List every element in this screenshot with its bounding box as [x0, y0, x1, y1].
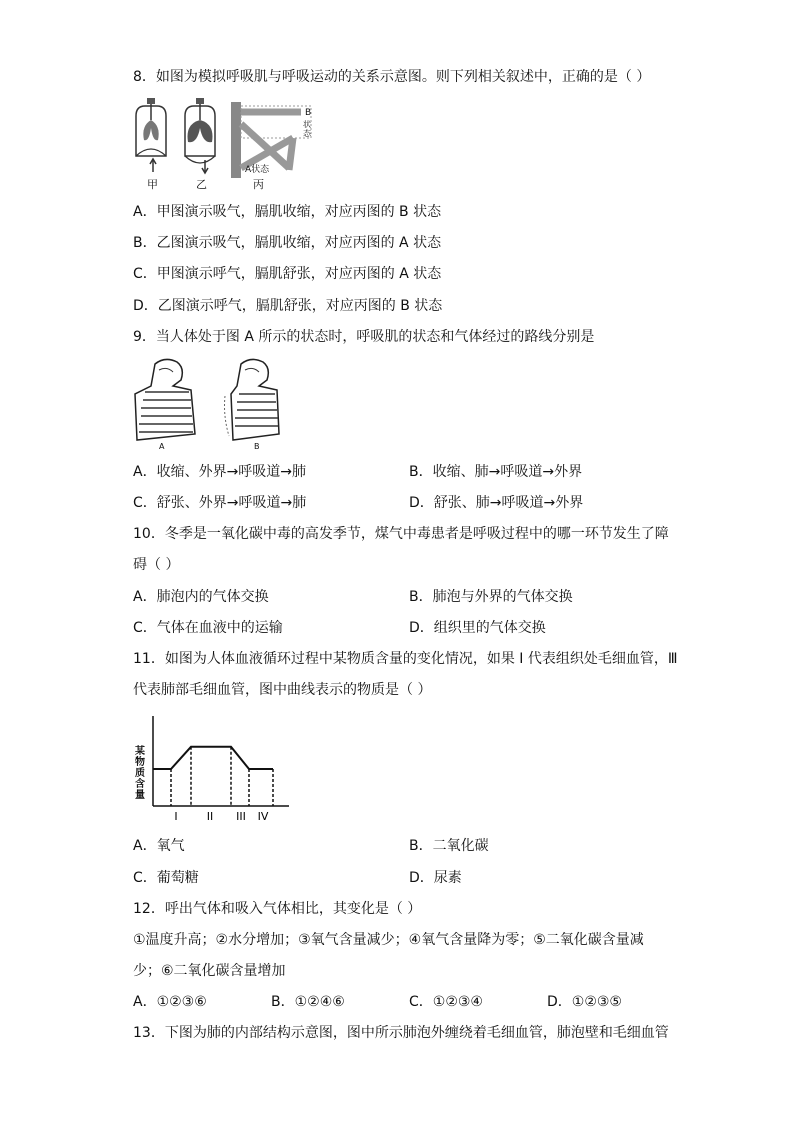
q8-option-a: A．甲图演示吸气，膈肌收缩，对应丙图的 B 状态 [133, 204, 442, 220]
q10-option-b: B．肺泡与外界的气体交换 [409, 589, 573, 605]
q12-items-line2: 少；⑥二氧化碳含量增加 [133, 963, 286, 979]
q8-figure [133, 98, 313, 190]
q8-option-d: D．乙图演示呼气，膈肌舒张，对应丙图的 B 状态 [133, 298, 443, 314]
q9-label-a: A [159, 442, 165, 451]
q9-option-c: C．舒张、外界→呼吸道→肺 [133, 495, 307, 511]
q9-option-b: B．收缩、肺→呼吸道→外界 [409, 464, 583, 480]
q11-option-d: D．尿素 [409, 870, 462, 886]
q8-option-b: B．乙图演示吸气，膈肌收缩，对应丙图的 A 状态 [133, 235, 442, 251]
q10-option-a: A．肺泡内的气体交换 [133, 589, 269, 605]
breathing-posture-image [133, 356, 288, 454]
q11-option-b: B．二氧化碳 [409, 838, 489, 854]
bell-jar-model-image [133, 98, 313, 190]
q10-stem-line2: 碍（ ） [133, 557, 180, 573]
q8-label-state-b2: 状态 [303, 120, 311, 138]
q8-label-jia: 甲 [147, 178, 158, 191]
q12-option-b: B．①②④⑥ [271, 994, 345, 1010]
q12-option-a: A．①②③⑥ [133, 994, 207, 1010]
q13-stem: 13．下图为肺的内部结构示意图，图中所示肺泡外缠绕着毛细血管，肺泡壁和毛细血管 [133, 1025, 669, 1041]
q8-label-bing: 丙 [253, 178, 264, 191]
q8-label-yi: 乙 [196, 178, 207, 191]
x-tick-label: III [236, 810, 246, 823]
q10-stem-line1: 10．冬季是一氧化碳中毒的高发季节，煤气中毒患者是呼吸过程中的哪一环节发生了障 [133, 526, 669, 542]
q9-figure [133, 356, 288, 454]
x-tick-label: II [206, 810, 214, 823]
substance-content-chart [133, 712, 293, 824]
q9-option-a: A．收缩、外界→呼吸道→肺 [133, 464, 307, 480]
q8-label-state-a: A状态 [245, 165, 270, 175]
q11-option-a: A．氧气 [133, 838, 185, 854]
chart-ylabel: 某物质含量 [135, 746, 145, 801]
q9-stem: 9．当人体处于图 A 所示的状态时，呼吸肌的状态和气体经过的路线分别是 [133, 329, 595, 345]
q9-option-d: D．舒张、肺→呼吸道→外界 [409, 495, 584, 511]
q12-option-c: C．①②③④ [409, 994, 483, 1010]
series-line [153, 747, 273, 769]
q10-option-c: C．气体在血液中的运输 [133, 620, 283, 636]
q12-option-d: D．①②③⑤ [547, 994, 622, 1010]
q10-option-d: D．组织里的气体交换 [409, 620, 546, 636]
q11-option-c: C．葡萄糖 [133, 870, 199, 886]
x-tick-label: IV [257, 810, 269, 823]
q8-stem: 8．如图为模拟呼吸肌与呼吸运动的关系示意图。则下列相关叙述中，正确的是（ ） [133, 69, 651, 85]
q11-stem-line1: 11．如图为人体血液循环过程中某物质含量的变化情况，如果 I 代表组织处毛细血管，Ⅲ [133, 651, 678, 667]
q11-chart [133, 712, 293, 824]
x-tick-label: I [174, 810, 178, 823]
q9-label-b: B [254, 442, 260, 451]
q12-items-line1: ①温度升高；②水分增加；③氧气含量减少；④氧气含量降为零；⑤二氧化碳含量减 [133, 932, 644, 948]
q8-option-c: C．甲图演示呼气，膈肌舒张，对应丙图的 A 状态 [133, 266, 442, 282]
q11-stem-line2: 代表肺部毛细血管，图中曲线表示的物质是（ ） [133, 682, 432, 698]
q8-label-state-b: B [305, 108, 312, 118]
q12-stem: 12．呼出气体和吸入气体相比，其变化是（ ） [133, 901, 422, 917]
